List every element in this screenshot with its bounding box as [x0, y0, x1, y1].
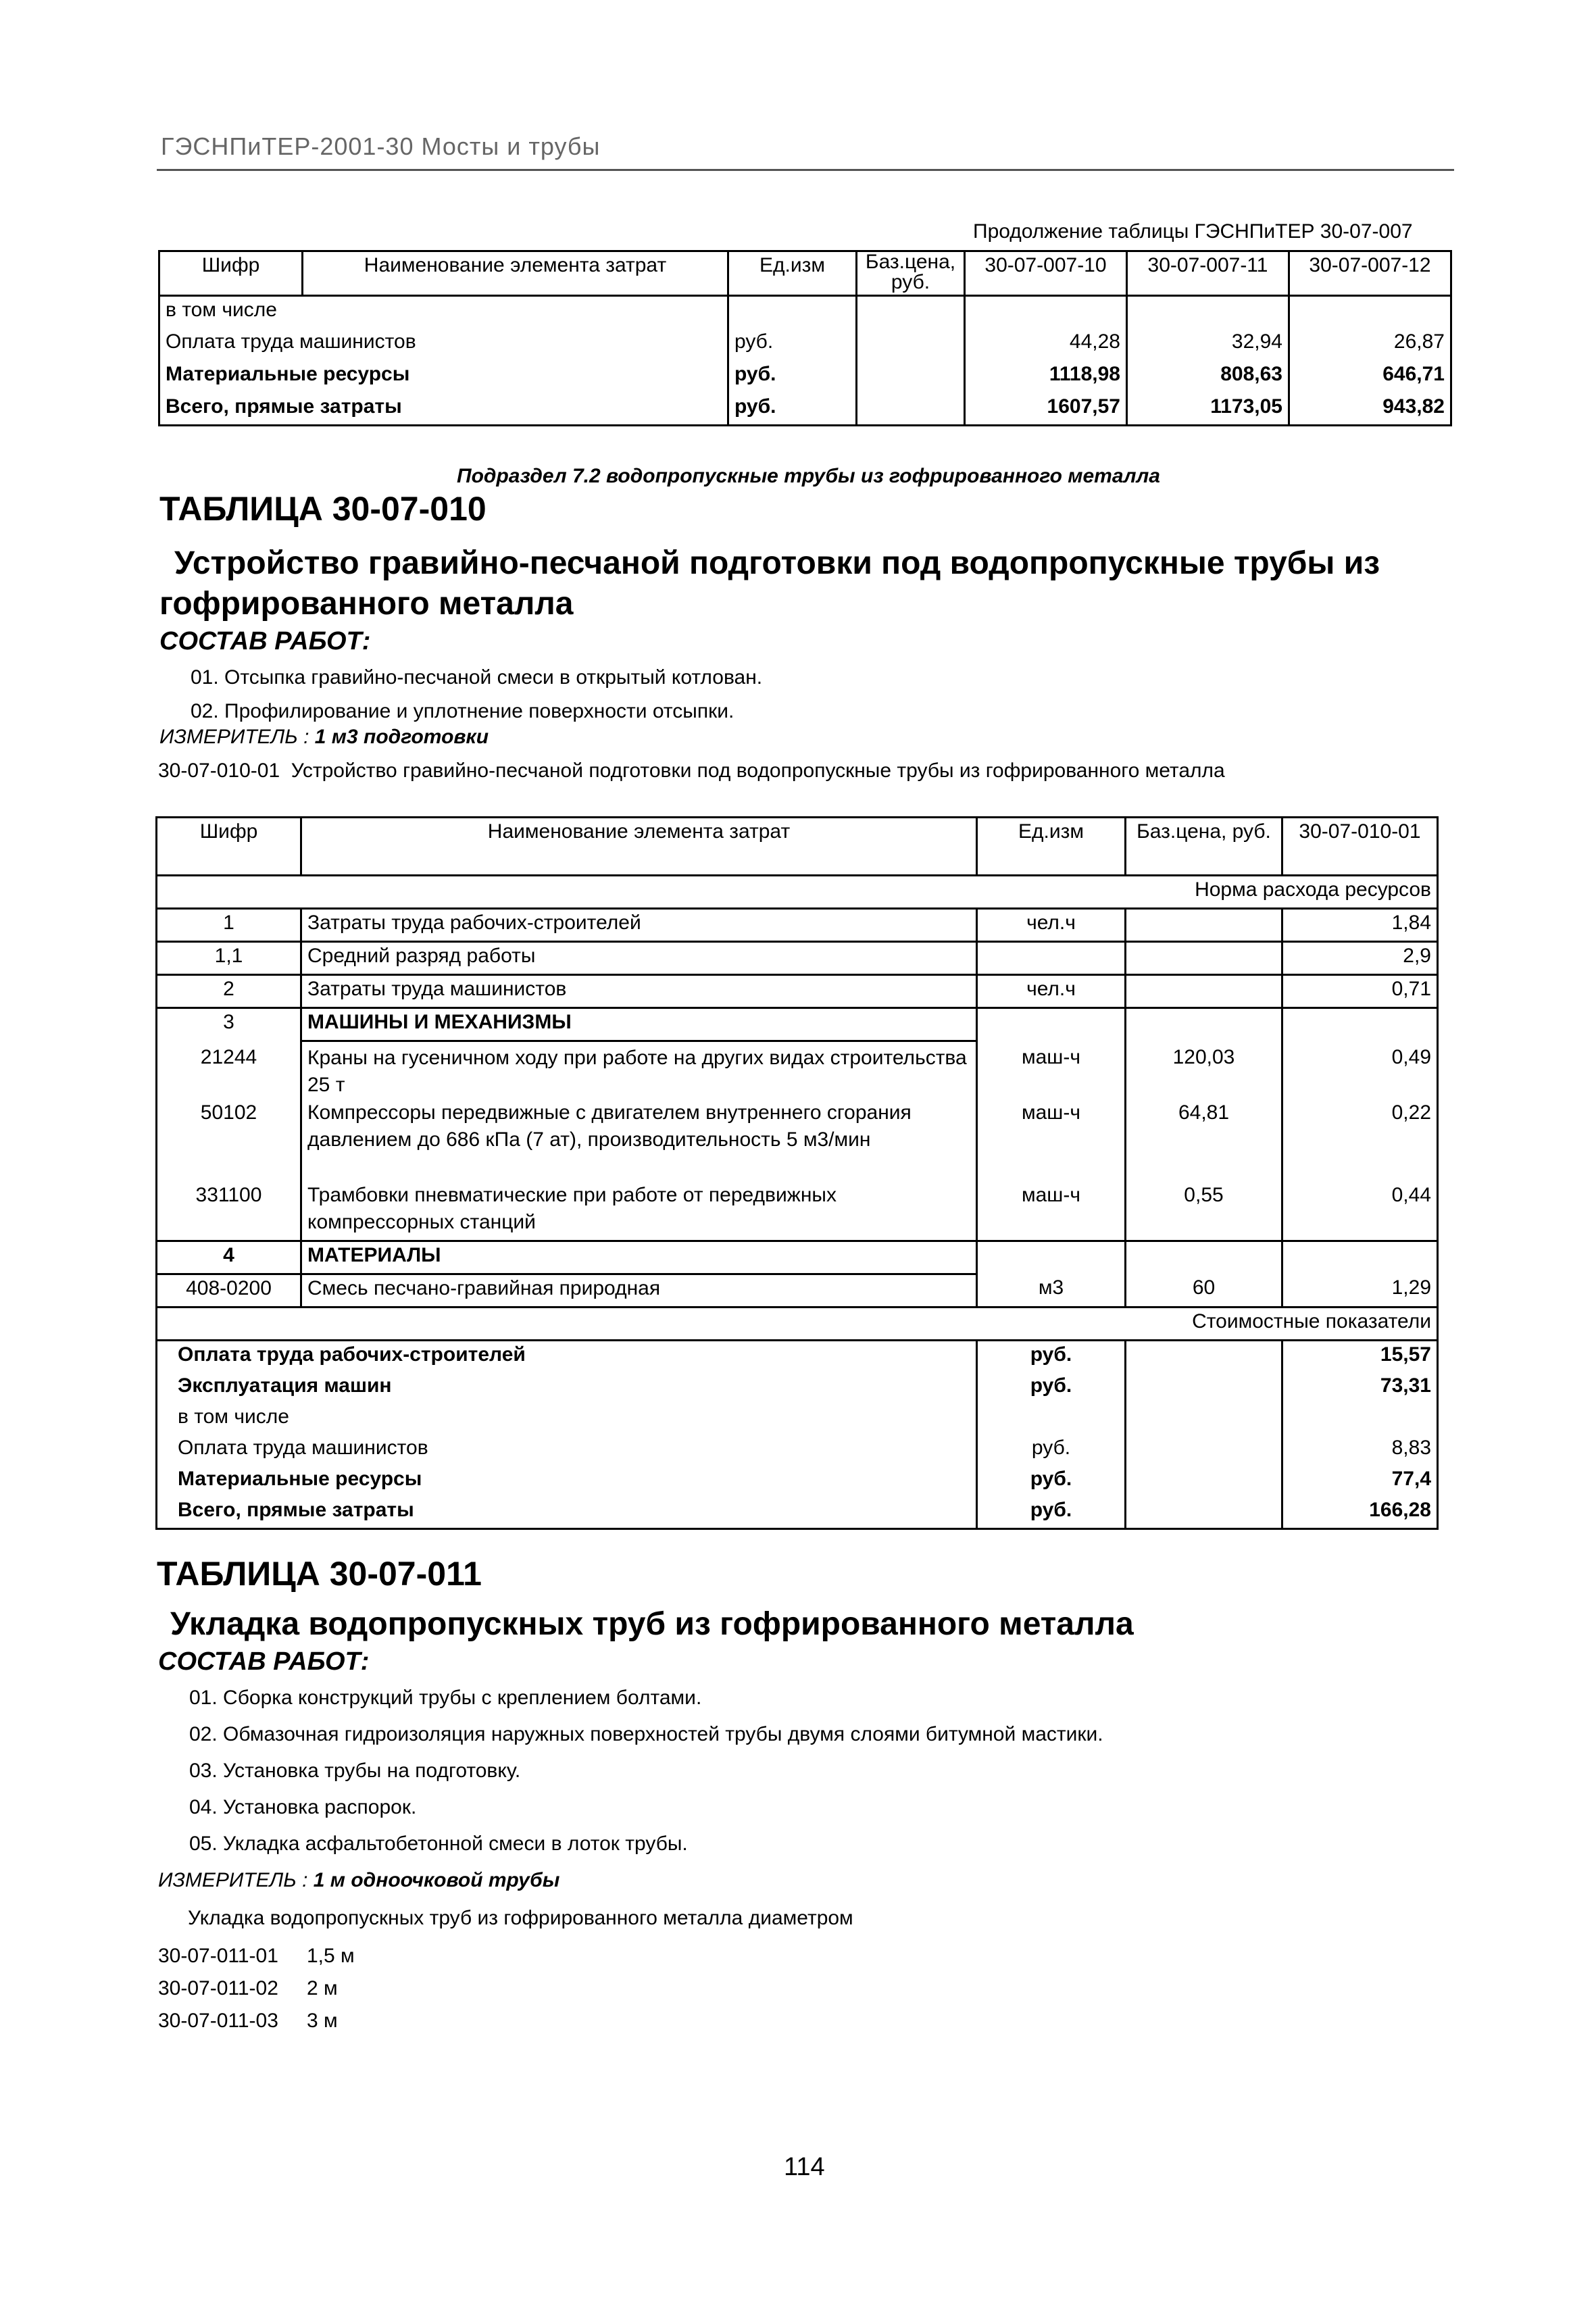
work-item: 04. Установка распорок.	[189, 1796, 417, 1818]
cost-unit: руб.	[977, 1466, 1126, 1497]
row-name: Затраты труда рабочих-строителей	[301, 909, 977, 942]
cost-row	[157, 1435, 1438, 1466]
cost-value: 15,57	[1282, 1341, 1438, 1373]
cost-name: Всего, прямые затраты	[157, 1497, 977, 1529]
continuation-header-row	[159, 251, 1451, 296]
cost-value: 73,31	[1282, 1372, 1438, 1403]
works-title: СОСТАВ РАБОТ:	[158, 1647, 370, 1676]
header-rule	[157, 169, 1454, 171]
row-value	[1282, 1008, 1438, 1041]
row-unit: чел.ч	[977, 975, 1126, 1008]
resource-header-row	[157, 818, 1438, 876]
work-item: 01. Сборка конструкций трубы с креплением болтами.	[189, 1687, 702, 1709]
row-unit: руб.	[728, 328, 857, 361]
subsection-title: Подраздел 7.2 водопропускные трубы из гофрированного металла	[457, 465, 1160, 487]
row-code: 1,1	[157, 942, 301, 975]
row-name: Трамбовки пневматические при работе от передвижных компрессорных станций	[301, 1182, 977, 1241]
cost-label: Стоимостные показатели	[157, 1308, 1438, 1341]
measure-label: ИЗМЕРИТЕЛЬ :	[158, 1869, 314, 1891]
row-name: в том числе	[159, 296, 728, 328]
work-item: 03. Установка трубы на подготовку.	[189, 1760, 521, 1782]
row-value: 26,87	[1289, 328, 1451, 361]
row-value: 44,28	[965, 328, 1127, 361]
cost-label-row	[157, 1308, 1438, 1341]
table-row	[157, 1182, 1438, 1241]
code: 30-07-011-01	[158, 1945, 278, 1967]
measure-line	[159, 726, 489, 749]
row-name: МАШИНЫ И МЕХАНИЗМЫ	[301, 1008, 977, 1041]
col-header-price: Баз.цена, руб.	[857, 251, 965, 296]
norm-label-row	[157, 876, 1438, 909]
cost-row	[157, 1497, 1438, 1529]
row-code: 2	[157, 975, 301, 1008]
row-unit: руб.	[728, 361, 857, 393]
row-value: 0,49	[1282, 1041, 1438, 1099]
row-price	[1126, 975, 1282, 1008]
code: 30-07-011-02	[158, 1977, 278, 1999]
cost-value	[1282, 1403, 1438, 1435]
row-code: 1	[157, 909, 301, 942]
works-title: СОСТАВ РАБОТ:	[159, 627, 371, 655]
row-unit: маш-ч	[977, 1041, 1126, 1099]
code-value: 1,5 м	[307, 1945, 355, 1967]
row-unit	[977, 942, 1126, 975]
cost-row	[157, 1372, 1438, 1403]
row-value: 0,22	[1282, 1099, 1438, 1182]
row-name: Смесь песчано-гравийная природная	[301, 1274, 977, 1308]
row-code: 408-0200	[157, 1274, 301, 1308]
col-header-norm-code: 30-07-010-01	[1282, 818, 1438, 876]
col-header-name: Наименование элемента затрат	[303, 251, 728, 296]
row-price: 60	[1126, 1274, 1282, 1308]
row-value: 1,29	[1282, 1274, 1438, 1308]
row-code: 4	[157, 1241, 301, 1274]
row-name: Краны на гусеничном ходу при работе на других видах строительства 25 т	[301, 1041, 977, 1099]
row-code: 50102	[157, 1099, 301, 1182]
cost-unit: руб.	[977, 1435, 1126, 1466]
measure-value: 1 м одноочковой трубы	[313, 1869, 560, 1891]
cost-value: 166,28	[1282, 1497, 1438, 1529]
table-heading: Укладка водопропускных труб из гофрированного металла	[170, 1606, 1134, 1642]
row-unit: маш-ч	[977, 1182, 1126, 1241]
table-row	[159, 361, 1451, 393]
table-row	[157, 1274, 1438, 1308]
row-value: 0,44	[1282, 1182, 1438, 1241]
cost-name: Оплата труда рабочих-строителей	[157, 1341, 977, 1373]
row-value: 32,94	[1127, 328, 1289, 361]
cost-row	[157, 1341, 1438, 1373]
table-row	[157, 1041, 1438, 1099]
table-row	[157, 1008, 1438, 1041]
row-unit	[977, 1241, 1126, 1274]
work-item: 02. Профилирование и уплотнение поверхности отсыпки.	[191, 700, 734, 722]
cost-unit: руб.	[977, 1341, 1126, 1373]
code-item	[158, 1977, 338, 2000]
row-name: МАТЕРИАЛЫ	[301, 1241, 977, 1274]
cost-value: 8,83	[1282, 1435, 1438, 1466]
row-name: Средний разряд работы	[301, 942, 977, 975]
cost-name: Материальные ресурсы	[157, 1466, 977, 1497]
table-row	[159, 328, 1451, 361]
running-header: ГЭСНПиТЕР-2001-30 Мосты и трубы	[161, 132, 601, 160]
row-code: 3	[157, 1008, 301, 1041]
row-unit	[977, 1008, 1126, 1041]
code-item	[158, 2010, 338, 2033]
row-value: 1118,98	[965, 361, 1127, 393]
measure-line	[158, 1869, 559, 1892]
table-row	[157, 1241, 1438, 1274]
col-header-code: Шифр	[159, 251, 303, 296]
col-header-unit: Ед.изм	[728, 251, 857, 296]
row-price	[1126, 1008, 1282, 1041]
table-row	[157, 909, 1438, 942]
row-name: Затраты труда машинистов	[301, 975, 977, 1008]
work-item: 05. Укладка асфальтобетонной смеси в лоток трубы.	[189, 1833, 688, 1855]
row-name: Оплата труда машинистов	[159, 328, 728, 361]
col-header-code-10: 30-07-007-10	[965, 251, 1127, 296]
cost-name: в том числе	[157, 1403, 977, 1435]
code-line: 30-07-010-01 Устройство гравийно-песчаной подготовки под водопропускные трубы из гофрированного металла	[158, 760, 1225, 782]
row-price: 0,55	[1126, 1182, 1282, 1241]
row-value: 943,82	[1289, 393, 1451, 426]
code-value: 3 м	[307, 2010, 338, 2032]
intro-line: Укладка водопропускных труб из гофрированного металла диаметром	[188, 1907, 853, 1929]
col-header-code: Шифр	[157, 818, 301, 876]
row-unit	[728, 296, 857, 328]
cost-name: Оплата труда машинистов	[157, 1435, 977, 1466]
row-code: 21244	[157, 1041, 301, 1099]
row-unit: маш-ч	[977, 1099, 1126, 1182]
table-row	[159, 393, 1451, 426]
norm-label: Норма расхода ресурсов	[157, 876, 1438, 909]
resource-table	[155, 816, 1439, 1530]
row-name: Компрессоры передвижные с двигателем внутреннего сгорания давлением до 686 кПа (7 ат), производительность 5 м3/мин	[301, 1099, 977, 1182]
col-header-code-11: 30-07-007-11	[1127, 251, 1289, 296]
work-item: 01. Отсыпка гравийно-песчаной смеси в открытый котлован.	[191, 666, 763, 689]
cost-row	[157, 1466, 1438, 1497]
row-price	[1126, 1241, 1282, 1274]
row-unit: м3	[977, 1274, 1126, 1308]
table-heading-line1: Устройство гравийно-песчаной подготовки под водопропускные трубы из	[174, 545, 1380, 581]
table-heading-line2: гофрированного металла	[159, 586, 574, 622]
table-title: ТАБЛИЦА 30-07-010	[159, 490, 487, 528]
continuation-table	[158, 250, 1452, 426]
page-number: 114	[784, 2153, 825, 2181]
code-item	[158, 1945, 355, 1968]
row-name: Всего, прямые затраты	[159, 393, 728, 426]
col-header-name: Наименование элемента затрат	[301, 818, 977, 876]
table-row	[157, 1099, 1438, 1182]
cost-name: Эксплуатация машин	[157, 1372, 977, 1403]
cost-value: 77,4	[1282, 1466, 1438, 1497]
row-value: 2,9	[1282, 942, 1438, 975]
table-row	[159, 296, 1451, 328]
col-header-code-12: 30-07-007-12	[1289, 251, 1451, 296]
row-price	[1126, 909, 1282, 942]
col-header-price: Баз.цена, руб.	[1126, 818, 1282, 876]
row-value	[965, 296, 1127, 328]
col-header-unit: Ед.изм	[977, 818, 1126, 876]
table-title: ТАБЛИЦА 30-07-011	[157, 1555, 482, 1593]
row-value	[1282, 1241, 1438, 1274]
code: 30-07-011-03	[158, 2010, 278, 2032]
row-price	[1126, 942, 1282, 975]
row-value: 646,71	[1289, 361, 1451, 393]
row-code: 331100	[157, 1182, 301, 1241]
row-unit: руб.	[728, 393, 857, 426]
row-value: 0,71	[1282, 975, 1438, 1008]
table-row	[157, 975, 1438, 1008]
row-value: 808,63	[1127, 361, 1289, 393]
row-value	[1127, 296, 1289, 328]
measure-value: 1 м3 подготовки	[314, 726, 489, 748]
table-row	[157, 942, 1438, 975]
row-unit: чел.ч	[977, 909, 1126, 942]
row-value	[1289, 296, 1451, 328]
measure-label: ИЗМЕРИТЕЛЬ :	[159, 726, 315, 748]
cost-unit	[977, 1403, 1126, 1435]
continuation-caption: Продолжение таблицы ГЭСНПиТЕР 30-07-007	[973, 220, 1413, 243]
cost-unit: руб.	[977, 1372, 1126, 1403]
row-value: 1173,05	[1127, 393, 1289, 426]
row-value: 1607,57	[965, 393, 1127, 426]
work-item: 02. Обмазочная гидроизоляция наружных поверхностей трубы двумя слоями битумной мастики.	[189, 1723, 1103, 1745]
row-name: Материальные ресурсы	[159, 361, 728, 393]
code-value: 2 м	[307, 1977, 338, 1999]
cost-unit: руб.	[977, 1497, 1126, 1529]
row-price: 64,81	[1126, 1099, 1282, 1182]
row-price: 120,03	[1126, 1041, 1282, 1099]
cost-row	[157, 1403, 1438, 1435]
row-value: 1,84	[1282, 909, 1438, 942]
